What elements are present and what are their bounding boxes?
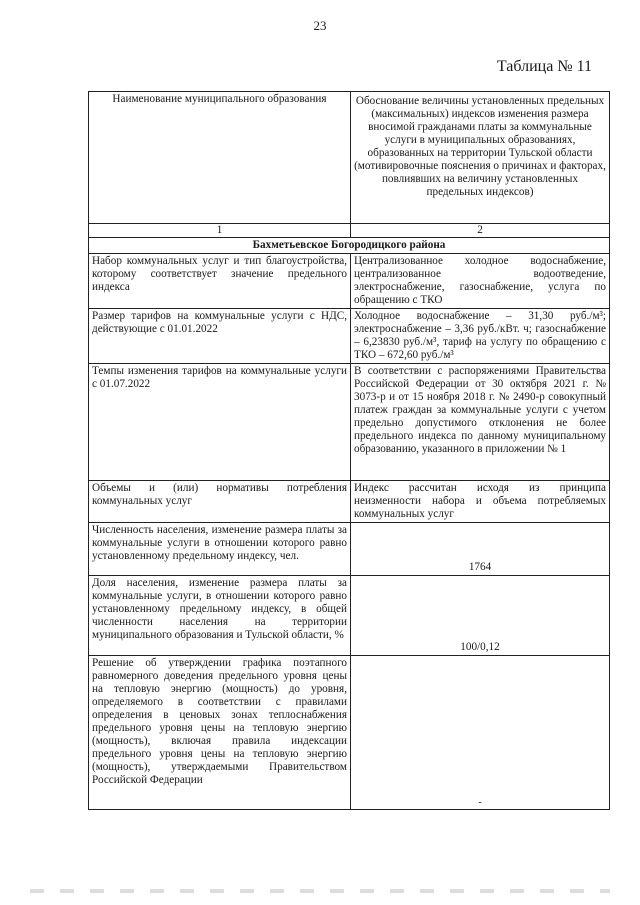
row-value: Индекс рассчитан исходя из принципа неизменности набора и объема потребляемых коммунальных услуг: [351, 481, 610, 523]
row-label: Темпы изменения тарифов на коммунальные услуги с 01.07.2022: [89, 364, 351, 481]
row-label: Набор коммунальных услуг и тип благоустройства, которому соответствует значение предельного индекса: [89, 254, 351, 309]
table-row: [89, 364, 610, 481]
table-title: Таблица № 11: [496, 58, 592, 75]
row-label: Размер тарифов на коммунальные услуги с НДС, действующие с 01.01.2022: [89, 309, 351, 364]
table-row: [89, 523, 610, 576]
column-number-1: 1: [89, 224, 351, 238]
row-value: В соответствии с распоряжениями Правительства Российской Федерации от 30 октября 2021 г. № 3073-р и от 15 ноября 2018 г. № 2490-р совокупный платеж граждан за коммунальные услуги с учетом предельно допустимого отклонения не более предельного индекса по данному муниципальному образованию, указанного в приложении № 1: [351, 364, 610, 481]
row-label: Решение об утверждении графика поэтапного равномерного доведения предельного уровня цены на тепловую энергию (мощность) до уровня, определяемого в соответствии с правилами определения в ценовых зонах теплоснабжения предельного уровня цены на тепловую энергию (мощность), включая правила индексации предельного уровня цены на тепловую энергию (мощность), утверждаемыми Правительством Российской Федерации: [89, 656, 351, 810]
district-row: [89, 238, 610, 254]
row-value: -: [478, 797, 482, 808]
scan-footer-artifact: [30, 889, 610, 893]
table-row: [89, 309, 610, 364]
header-justification: Обоснование величины установленных предельных (максимальных) индексов изменения размера вносимой гражданами платы за коммунальные услуги в муниципальных образованиях, образованных на территории Тульской области (мотивировочные пояснения о причинах и факторах, повлиявших на величину установленных предельных индексов): [351, 92, 610, 224]
table-row: [89, 656, 610, 810]
row-label: Численность населения, изменение размера платы за коммунальные услуги в отношении которого равно установленному предельному индексу, чел.: [89, 523, 351, 576]
row-value: 1764: [351, 523, 610, 576]
table-row: [89, 254, 610, 309]
row-label: Объемы и (или) нормативы потребления коммунальных услуг: [89, 481, 351, 523]
row-value: 100/0,12: [351, 576, 610, 656]
row-label: Доля населения, изменение размера платы за коммунальные услуги, в отношении которого равно установленному предельному индексу, в общей численности населения на территории муниципального образования и Тульской области, %: [89, 576, 351, 656]
column-number-row: [89, 224, 610, 238]
table-row: [89, 481, 610, 523]
district-name: Бахметьевское Богородицкого района: [89, 238, 610, 254]
table-row: [89, 576, 610, 656]
header-municipality: Наименование муниципального образования: [89, 92, 351, 224]
column-number-2: 2: [351, 224, 610, 238]
tariff-justification-table: [88, 91, 610, 810]
page-number: 23: [313, 18, 327, 33]
row-value: Холодное водоснабжение – 31,30 руб./м³; электроснабжение – 3,36 руб./кВт. ч; газоснабжение – 6,23830 руб./м³, тариф на услугу по обращению с ТКО – 672,60 руб./м³: [351, 309, 610, 364]
row-value: Централизованное холодное водоснабжение, централизованное водоотведение, электроснабжение, газоснабжение, услуга по обращению с ТКО: [351, 254, 610, 309]
table-header-row: [89, 92, 610, 224]
